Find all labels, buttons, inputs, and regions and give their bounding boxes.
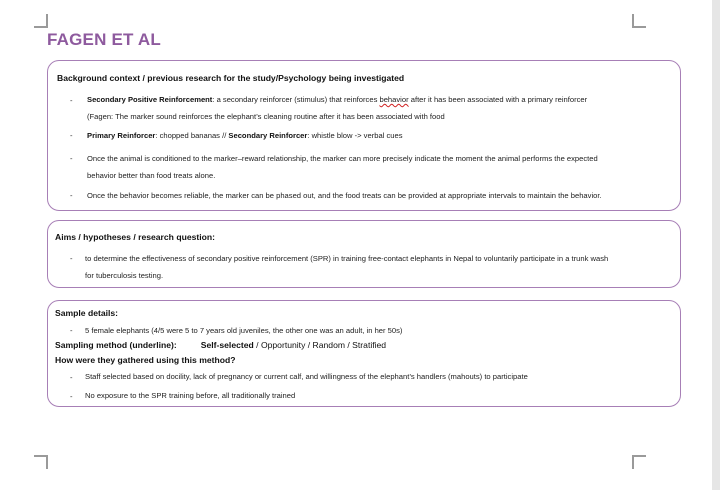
background-section: [47, 60, 681, 211]
aims-text: to determine the effectiveness of secondary positive reinforcement (SPR) in training free-contact elephants in Nepal to voluntarily participate in a trunk wash: [85, 254, 609, 263]
bullet-dash: -: [70, 154, 73, 163]
crop-mark-top-right: [632, 14, 646, 28]
bullet-reinforcers: Primary Reinforcer: chopped bananas // Secondary Reinforcer: whistle blow -> verbal cues: [87, 131, 403, 140]
bullet-secondary-reinforcement: Secondary Positive Reinforcement: a secondary reinforcer (stimulus) that reinforces behavior after it has been associated with a primary reinforcer: [87, 95, 588, 104]
bullet-dash: -: [70, 131, 73, 140]
crop-mark-top-left: [34, 14, 48, 28]
selected-sampling-method: Self-selected: [200, 340, 254, 350]
background-heading: Background context / previous research for the study/Psychology being investigated: [57, 73, 405, 83]
page-title: FAGEN ET AL: [47, 30, 161, 49]
aims-section: [47, 220, 681, 288]
bullet-fagen-example: (Fagen: The marker sound reinforces the elephant’s cleaning routine after it has been associated with food: [87, 112, 445, 121]
bullet-dash: -: [70, 392, 73, 401]
sample-bullet-elephants: 5 female elephants (4/5 were 5 to 7 years old juveniles, the other one was an adult, in her 50s): [85, 326, 403, 335]
crop-mark-bottom-right: [632, 455, 646, 469]
bullet-phase-out: Once the behavior becomes reliable, the marker can be phased out, and the food treats can be provided at appropriate intervals to maintain the behavior.: [87, 191, 602, 200]
bullet-dash: -: [70, 373, 73, 382]
crop-mark-bottom-left: [34, 455, 48, 469]
bullet-conditioning: Once the animal is conditioned to the marker–reward relationship, the marker can more precisely indicate the moment the animal performs the expected: [87, 154, 598, 163]
gathered-bullet-no-exposure: No exposure to the SPR training before, all traditionally trained: [85, 391, 296, 400]
sampling-method-line: Sampling method (underline): Self-selected / Opportunity / Random / Stratified: [55, 340, 387, 350]
sample-section: [47, 300, 681, 407]
bullet-dash: -: [70, 191, 73, 200]
bullet-conditioning-cont: behavior better than food treats alone.: [87, 171, 216, 180]
aims-text-cont: for tuberculosis testing.: [85, 271, 164, 280]
bullet-dash: -: [70, 96, 73, 105]
gathered-bullet-staff: Staff selected based on docility, lack of pregnancy or current calf, and willingness of the elephant’s handlers (mahouts) to participate: [85, 372, 528, 381]
aims-heading: Aims / hypotheses / research question:: [55, 232, 215, 242]
term-secondary-positive-reinforcement: Secondary Positive Reinforcement: [87, 95, 213, 104]
bullet-dash: -: [70, 326, 73, 335]
gathered-heading: How were they gathered using this method?: [55, 355, 236, 365]
spellcheck-word: behavior: [379, 95, 409, 104]
sample-heading: Sample details:: [55, 308, 119, 318]
bullet-dash: -: [70, 254, 73, 263]
